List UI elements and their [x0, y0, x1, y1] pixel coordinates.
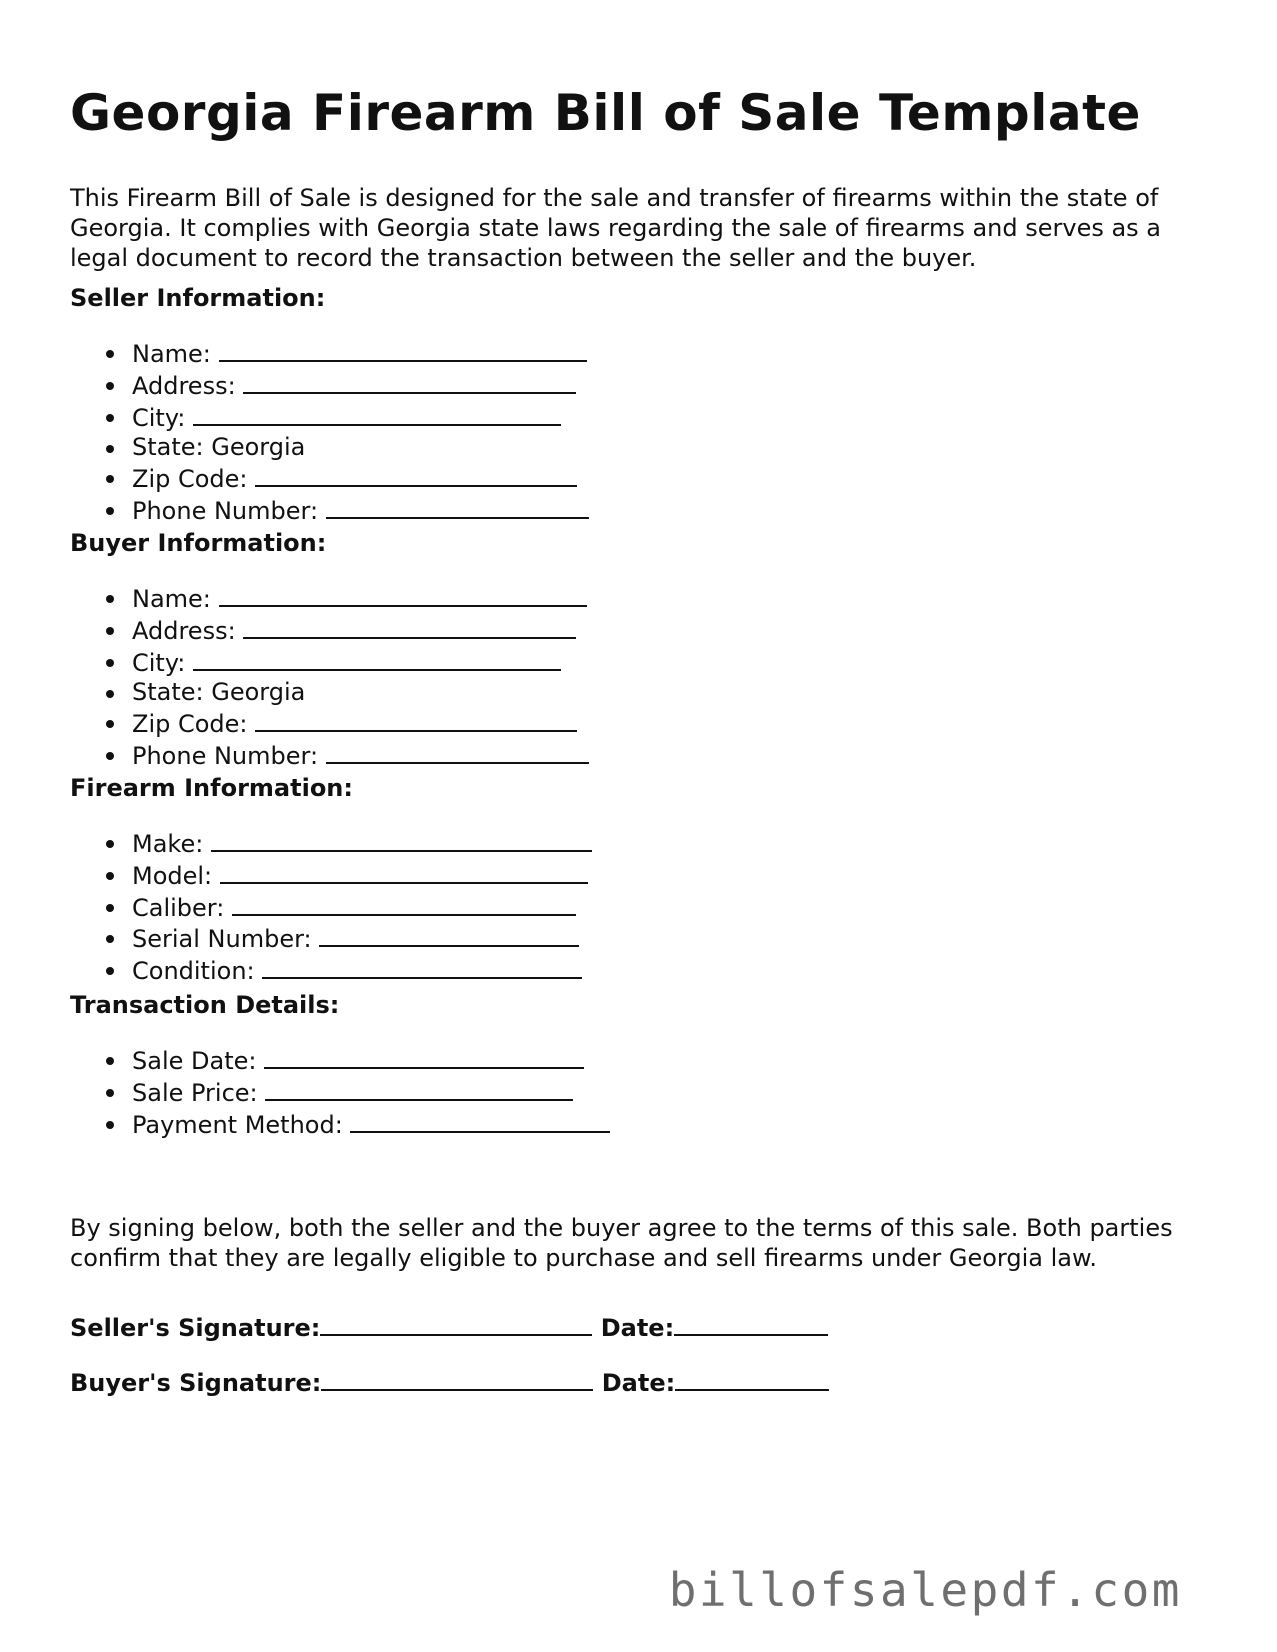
seller-state-item	[70, 433, 589, 463]
field-label: Serial Number:	[132, 925, 312, 954]
field-label: Name:	[132, 340, 211, 368]
seller-city-item	[70, 402, 589, 434]
seller-zip-blank[interactable]	[255, 463, 577, 487]
buyer-address-blank[interactable]	[243, 615, 576, 639]
sale-price-blank[interactable]	[265, 1077, 573, 1101]
firearm-model-item	[70, 860, 592, 892]
field-label: Condition:	[132, 957, 255, 986]
field-label: Model:	[132, 861, 213, 890]
firearm-model-blank[interactable]	[220, 860, 588, 884]
seller-name-blank[interactable]	[219, 338, 587, 362]
buyer-date-blank[interactable]	[675, 1367, 829, 1391]
firearm-caliber-blank[interactable]	[232, 892, 576, 916]
sale-date-item	[70, 1045, 610, 1077]
payment-method-item	[70, 1109, 610, 1141]
seller-date-blank[interactable]	[674, 1312, 828, 1336]
buyer-section	[70, 528, 589, 772]
seller-date-label: Date:	[600, 1314, 675, 1342]
seller-signature-blank[interactable]	[320, 1312, 592, 1336]
field-label: Caliber:	[132, 893, 225, 922]
sale-date-blank[interactable]	[264, 1045, 584, 1069]
seller-phone-item	[70, 495, 589, 527]
seller-zip-item	[70, 463, 589, 495]
buyer-heading: Buyer Information:	[70, 529, 327, 557]
field-label: Make:	[132, 830, 204, 858]
seller-signature-row	[70, 1312, 828, 1343]
field-label: State: Georgia	[132, 433, 306, 462]
field-label: Sale Date:	[132, 1047, 257, 1075]
transaction-field-list	[70, 1045, 610, 1140]
buyer-signature-blank[interactable]	[321, 1367, 593, 1391]
seller-address-item	[70, 370, 589, 402]
buyer-phone-item	[70, 740, 589, 772]
transaction-section	[70, 990, 610, 1140]
seller-name-item	[70, 338, 589, 370]
firearm-section	[70, 773, 592, 987]
sale-price-item	[70, 1077, 610, 1109]
intro-paragraph: This Firearm Bill of Sale is designed for the sale and transfer of firearms within the state of Georgia. It complies with Georgia state laws regarding the sale of firearms and serves as a legal document to record the transaction between the seller and the buyer.	[70, 184, 1162, 272]
seller-field-list	[70, 338, 589, 527]
field-label: Name:	[132, 585, 211, 613]
buyer-name-item	[70, 583, 589, 615]
page-title: Georgia Firearm Bill of Sale Template	[70, 84, 1141, 142]
transaction-heading: Transaction Details:	[70, 991, 340, 1019]
seller-phone-blank[interactable]	[326, 495, 589, 519]
buyer-phone-blank[interactable]	[326, 740, 589, 764]
seller-section	[70, 283, 589, 527]
buyer-city-blank[interactable]	[193, 647, 561, 671]
firearm-field-list	[70, 828, 592, 987]
buyer-zip-blank[interactable]	[255, 708, 577, 732]
buyer-date-label: Date:	[601, 1369, 676, 1397]
buyer-state-item	[70, 678, 589, 708]
field-label: Sale Price:	[132, 1078, 258, 1107]
firearm-caliber-item	[70, 892, 592, 924]
field-label: Zip Code:	[132, 465, 248, 494]
field-label: Phone Number:	[132, 496, 319, 525]
closing-paragraph: By signing below, both the seller and the buyer agree to the terms of this sale. Both parties confirm that they are legally eligible to purchase and sell firearms under Georgia law.	[70, 1214, 1173, 1272]
firearm-condition-blank[interactable]	[262, 955, 582, 979]
field-label: Address:	[132, 616, 236, 645]
firearm-serial-item	[70, 923, 592, 955]
firearm-heading: Firearm Information:	[70, 774, 353, 802]
payment-method-blank[interactable]	[350, 1109, 610, 1133]
seller-address-blank[interactable]	[243, 370, 576, 394]
field-label: Payment Method:	[132, 1110, 343, 1139]
field-label: Phone Number:	[132, 741, 319, 770]
buyer-name-blank[interactable]	[219, 583, 587, 607]
seller-city-blank[interactable]	[193, 402, 561, 426]
seller-signature-label: Seller's Signature:	[70, 1314, 321, 1342]
firearm-serial-blank[interactable]	[319, 923, 579, 947]
buyer-signature-label: Buyer's Signature:	[70, 1369, 322, 1397]
field-label: Zip Code:	[132, 710, 248, 739]
firearm-condition-item	[70, 955, 592, 987]
firearm-make-item	[70, 828, 592, 860]
site-watermark: billofsalepdf.com	[668, 1563, 1182, 1617]
buyer-field-list	[70, 583, 589, 772]
firearm-make-blank[interactable]	[211, 828, 592, 852]
buyer-address-item	[70, 615, 589, 647]
buyer-signature-row	[70, 1367, 829, 1398]
field-label: Address:	[132, 371, 236, 400]
field-label: City:	[132, 403, 186, 432]
buyer-zip-item	[70, 708, 589, 740]
field-label: State: Georgia	[132, 678, 306, 707]
seller-heading: Seller Information:	[70, 284, 326, 312]
field-label: City:	[132, 648, 186, 677]
buyer-city-item	[70, 647, 589, 679]
